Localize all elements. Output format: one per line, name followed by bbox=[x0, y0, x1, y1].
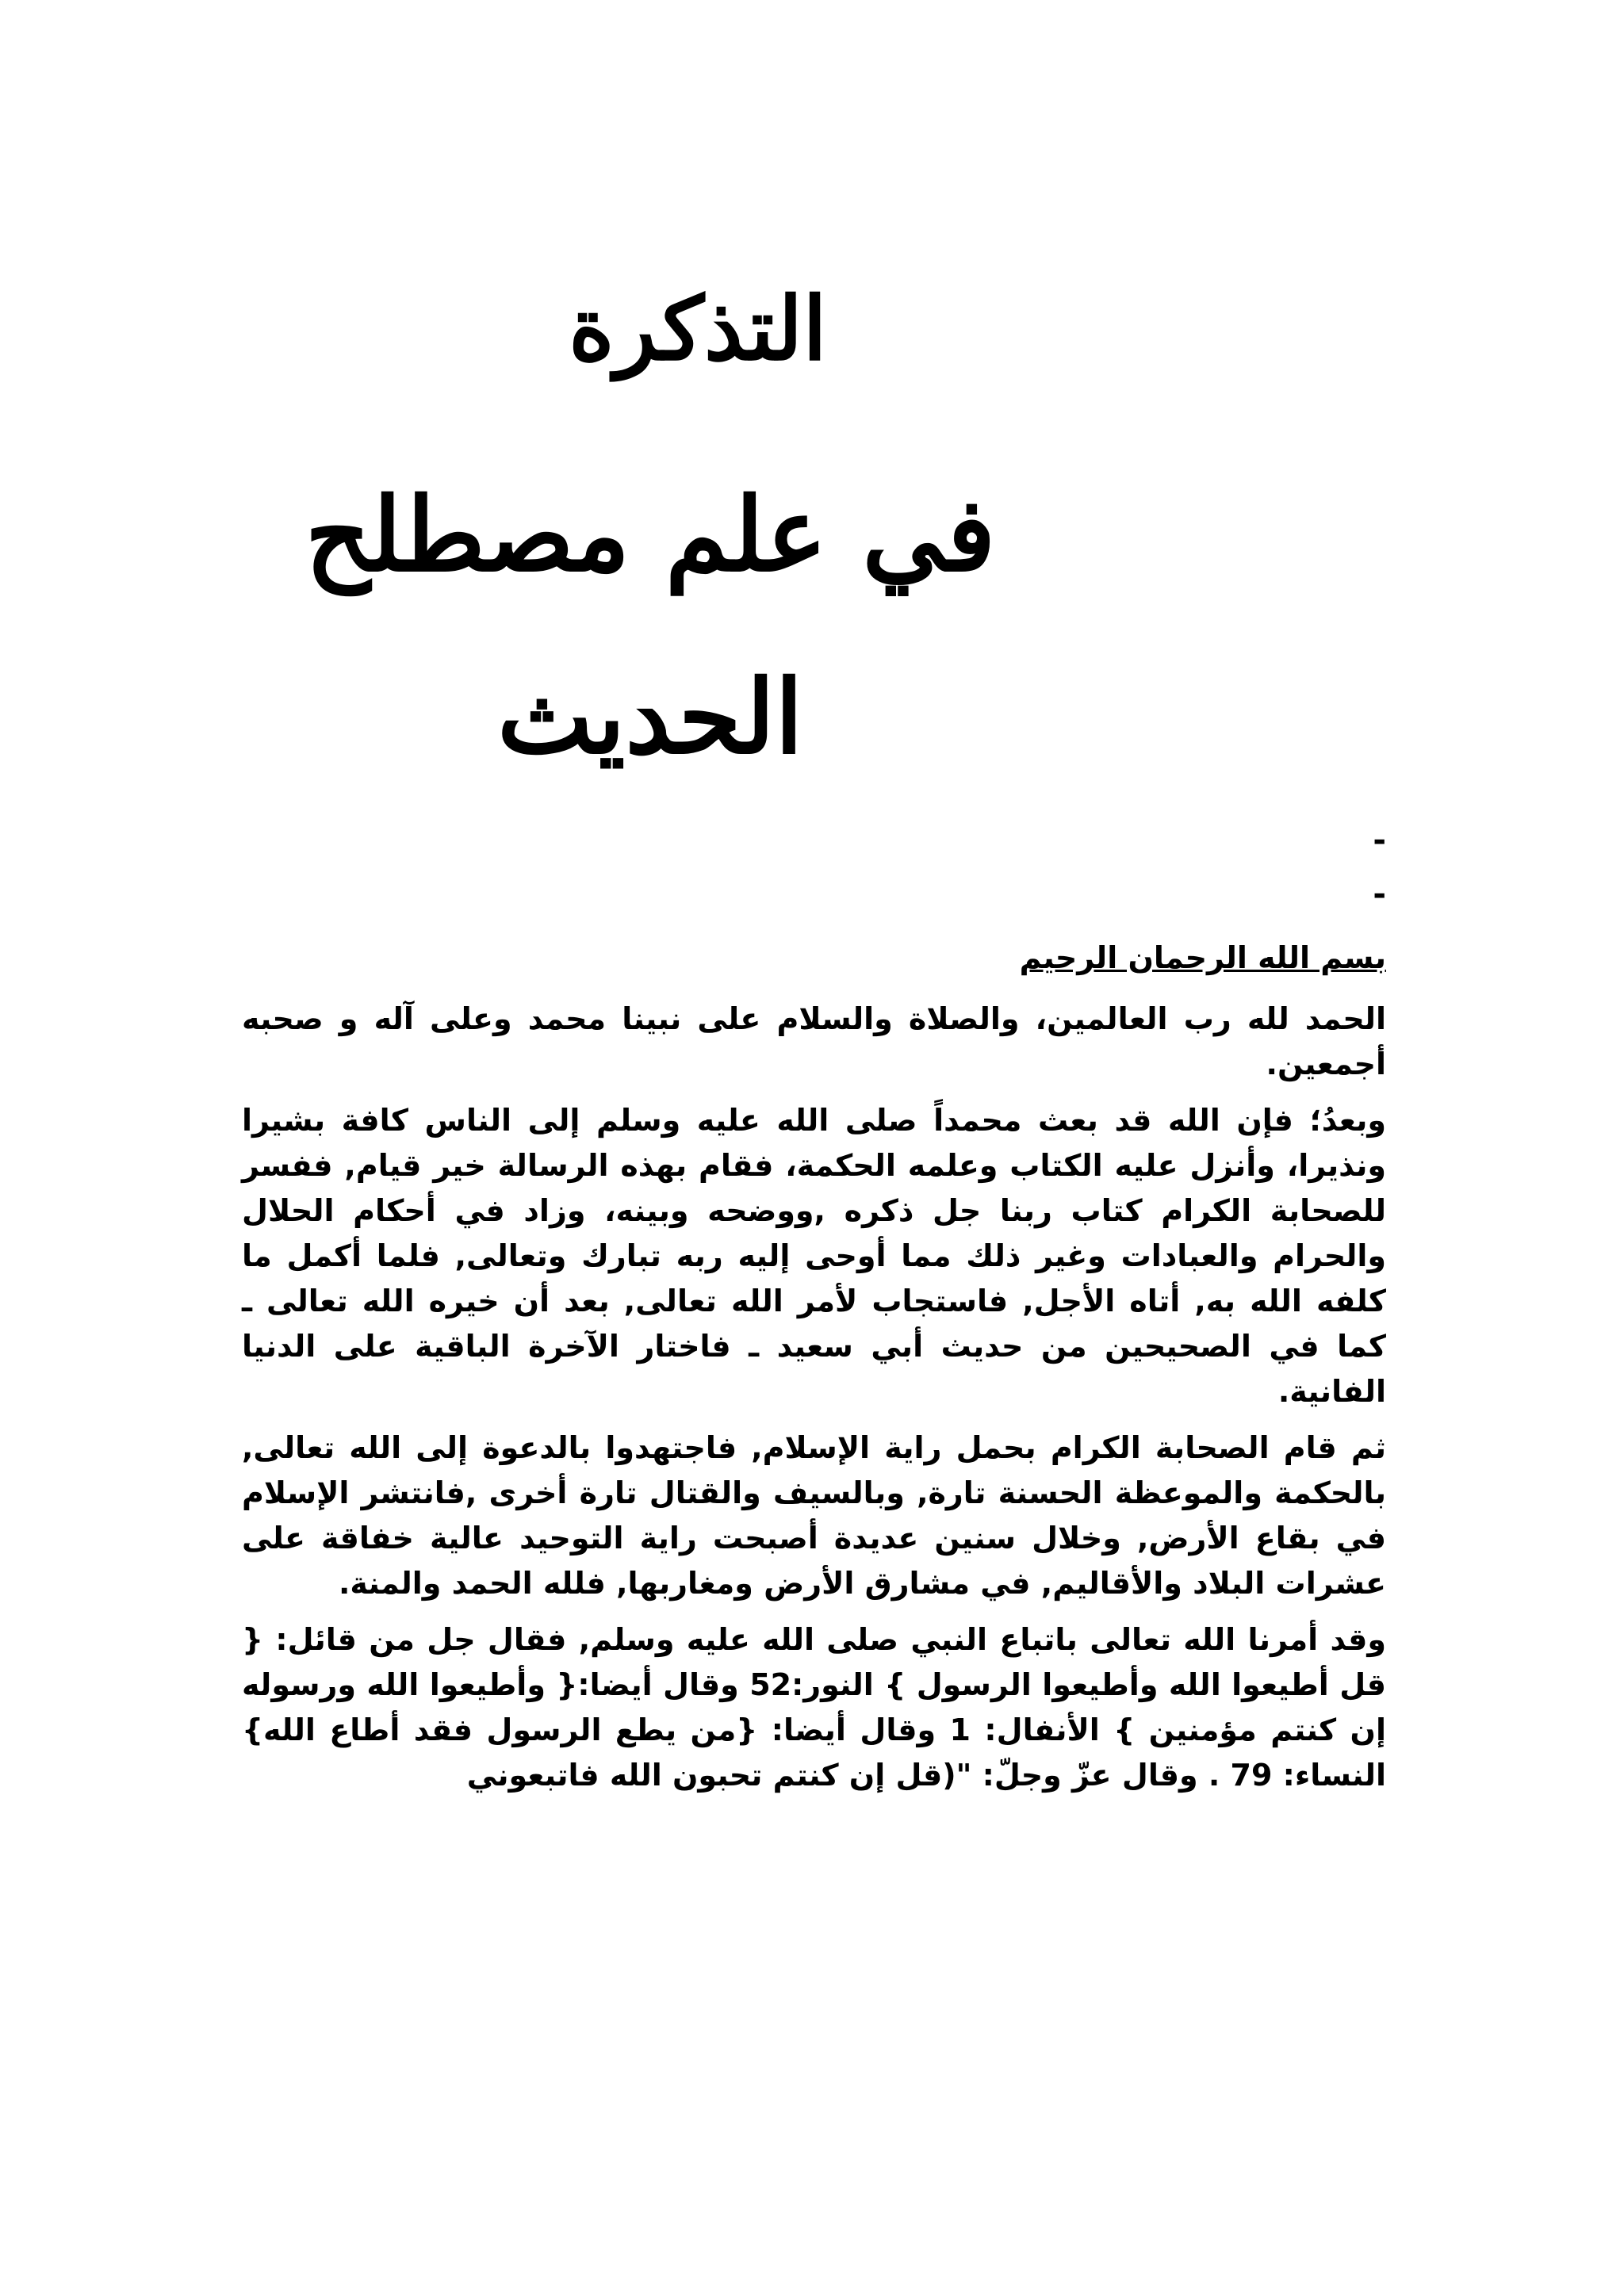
paragraph-obedience: وقد أمرنا الله تعالى باتباع النبي صلى الله عليه وسلم, فقال جل من قائل: { قل أطيعوا الله وأطيعوا الرسول } النور:52 وقال أيضا:{ وأطيعوا الله ورسوله إن كنتم مؤمنين } الأنفال: 1 وقال أيضا: {من يطع الرسول فقد أطاع الله} النساء: 79 . وقال عزّ وجلّ: "(قل إن كنتم تحبون الله فاتبعوني bbox=[242, 1622, 1386, 1793]
body-text bbox=[242, 936, 1386, 1809]
dash-marker: - bbox=[1373, 822, 1386, 859]
book-subtitle: في علم مصطلح الحديث bbox=[304, 476, 996, 777]
dash-marker: - bbox=[1373, 876, 1386, 913]
paragraph-introduction: وبعدُ؛ فإن الله قد بعث محمداً صلى الله عليه وسلم إلى الناس كافة بشيرا ونذيرا، وأنزل عليه الكتاب وعلمه الحكمة، فقام بهذه الرسالة خير قيام, ففسر للصحابة الكرام كتاب ربنا جل ذكره ,ووضحه وبينه، وزاد في أحكام الحلال والحرام والعبادات وغير ذلك مما أوحى إليه ربه تبارك وتعالى, فلما أكمل ما كلفه الله به, أتاه الأجل, فاستجاب لأمر الله تعالى, بعد أن خيره الله تعالى ـ كما في الصحيحين من حديث أبي سعيد ـ فاختار الآخرة الباقية على الدنيا الفانية. bbox=[242, 1103, 1386, 1409]
paragraph-praise: الحمد لله رب العالمين، والصلاة والسلام على نبينا محمد وعلى آله و صحبه أجمعين. bbox=[242, 1001, 1386, 1081]
paragraph-companions: ثم قام الصحابة الكرام بحمل راية الإسلام, فاجتهدوا بالدعوة إلى الله تعالى, بالحكمة والموعظة الحسنة تارة, وبالسيف والقتال تارة أخرى ,فانتشر الإسلام في بقاع الأرض, وخلال سنين عديدة أصبحت راية التوحيد عالية خفاقة على عشرات البلاد والأقاليم, في مشارق الأرض ومغاربها, فلله الحمد والمنة. bbox=[242, 1430, 1386, 1601]
book-title: التذكرة bbox=[569, 277, 827, 380]
basmala-heading: بسم الله الرحمان الرحيم bbox=[1019, 940, 1386, 975]
